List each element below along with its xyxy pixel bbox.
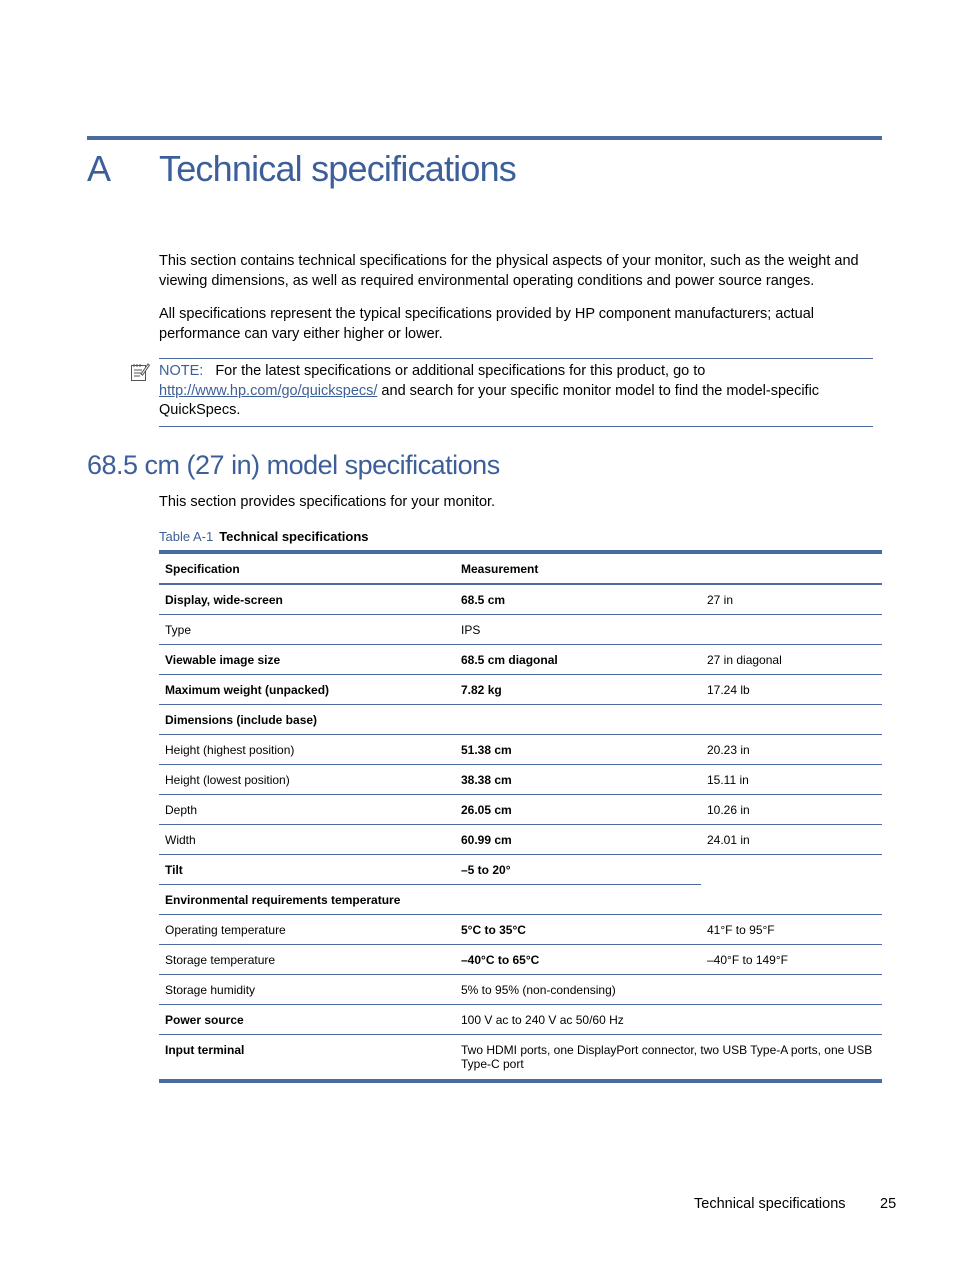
table-row — [159, 705, 882, 735]
table-row — [159, 855, 882, 885]
spec-imperial: 24.01 in — [701, 825, 882, 855]
table-row — [159, 584, 882, 615]
header-specification: Specification — [159, 552, 455, 584]
note-box — [159, 358, 873, 427]
table-caption-number: Table A-1 — [159, 529, 214, 544]
footer-page-number: 25 — [880, 1196, 897, 1212]
spec-metric: –5 to 20° — [455, 855, 701, 885]
spec-value: 100 V ac to 240 V ac 50/60 Hz — [455, 1005, 882, 1035]
spec-name: Height (lowest position) — [159, 765, 455, 795]
footer-chapter-title: Technical specifications — [694, 1196, 846, 1212]
spec-metric: –40°C to 65°C — [455, 945, 701, 975]
spec-imperial — [701, 855, 882, 885]
spec-metric: IPS — [455, 615, 701, 645]
section-title: 68.5 cm (27 in) model specifications — [87, 450, 500, 480]
chapter-letter: A — [87, 148, 111, 189]
spec-imperial: 20.23 in — [701, 735, 882, 765]
spec-name: Type — [159, 615, 455, 645]
spec-metric: 7.82 kg — [455, 675, 701, 705]
spec-table-wrapper — [159, 550, 882, 1083]
spec-name: Storage humidity — [159, 975, 455, 1005]
spec-value: Two HDMI ports, one DisplayPort connector, two USB Type-A ports, one USB Type-C port — [455, 1035, 882, 1082]
note-text-end: and search for your specific monitor model to find the model-specific QuickSpecs. — [159, 382, 820, 418]
spec-name: Input terminal — [159, 1035, 455, 1082]
spec-name: Environmental requirements temperature — [159, 885, 455, 915]
spec-name: Height (highest position) — [159, 735, 455, 765]
spec-name: Maximum weight (unpacked) — [159, 675, 455, 705]
spec-metric: 60.99 cm — [455, 825, 701, 855]
spec-metric — [455, 885, 701, 915]
spec-metric: 38.38 cm — [455, 765, 701, 795]
table-row — [159, 945, 882, 975]
spec-imperial: 41°F to 95°F — [701, 915, 882, 945]
note-text-start: For the latest specifications or additional specifications for this product, go to — [215, 363, 706, 379]
chapter-top-rule — [87, 136, 882, 140]
spec-metric: 26.05 cm — [455, 795, 701, 825]
section-intro: This section provides specifications for your monitor. — [159, 494, 496, 510]
table-row — [159, 735, 882, 765]
intro-paragraph-2: All specifications represent the typical specifications provided by HP component manufacturers; actual performance can vary either higher or lower. — [159, 306, 814, 342]
spec-name: Storage temperature — [159, 945, 455, 975]
spec-imperial — [701, 705, 882, 735]
quickspecs-link[interactable]: http://www.hp.com/go/quickspecs/ — [159, 382, 378, 399]
spec-imperial: 10.26 in — [701, 795, 882, 825]
spec-name: Display, wide-screen — [159, 584, 455, 615]
spec-name: Dimensions (include base) — [159, 705, 455, 735]
spec-metric: 5°C to 35°C — [455, 915, 701, 945]
table-caption-title: Technical specifications — [219, 529, 369, 544]
spec-name: Power source — [159, 1005, 455, 1035]
intro-paragraph-1: This section contains technical specifications for the physical aspects of your monitor, such as the weight and viewing dimensions, as well as required environmental operating conditions and power source ranges. — [159, 253, 859, 289]
table-row — [159, 675, 882, 705]
spec-imperial: 17.24 lb — [701, 675, 882, 705]
spec-metric: 51.38 cm — [455, 735, 701, 765]
table-row — [159, 1005, 882, 1035]
note-icon — [130, 362, 150, 382]
table-row — [159, 615, 882, 645]
spec-name: Viewable image size — [159, 645, 455, 675]
spec-name: Width — [159, 825, 455, 855]
spec-imperial: 27 in diagonal — [701, 645, 882, 675]
note-label: NOTE: — [159, 363, 204, 379]
table-row — [159, 915, 882, 945]
table-header-row — [159, 552, 882, 584]
table-row — [159, 1035, 882, 1082]
spec-metric — [455, 705, 701, 735]
table-row — [159, 975, 882, 1005]
table-row — [159, 825, 882, 855]
spec-name: Operating temperature — [159, 915, 455, 945]
spec-imperial: 15.11 in — [701, 765, 882, 795]
table-row — [159, 885, 882, 915]
table-row — [159, 765, 882, 795]
header-measurement: Measurement — [455, 552, 701, 584]
spec-imperial: 27 in — [701, 584, 882, 615]
chapter-title: Technical specifications — [159, 148, 516, 189]
spec-metric: 68.5 cm diagonal — [455, 645, 701, 675]
spec-value: 5% to 95% (non-condensing) — [455, 975, 882, 1005]
spec-imperial: –40°F to 149°F — [701, 945, 882, 975]
spec-table — [159, 550, 882, 1083]
table-row — [159, 645, 882, 675]
spec-imperial — [701, 885, 882, 915]
table-row — [159, 795, 882, 825]
spec-metric: 68.5 cm — [455, 584, 701, 615]
spec-name: Tilt — [159, 855, 455, 885]
header-blank — [701, 552, 882, 584]
spec-imperial — [701, 615, 882, 645]
spec-name: Depth — [159, 795, 455, 825]
table-caption — [159, 529, 369, 544]
